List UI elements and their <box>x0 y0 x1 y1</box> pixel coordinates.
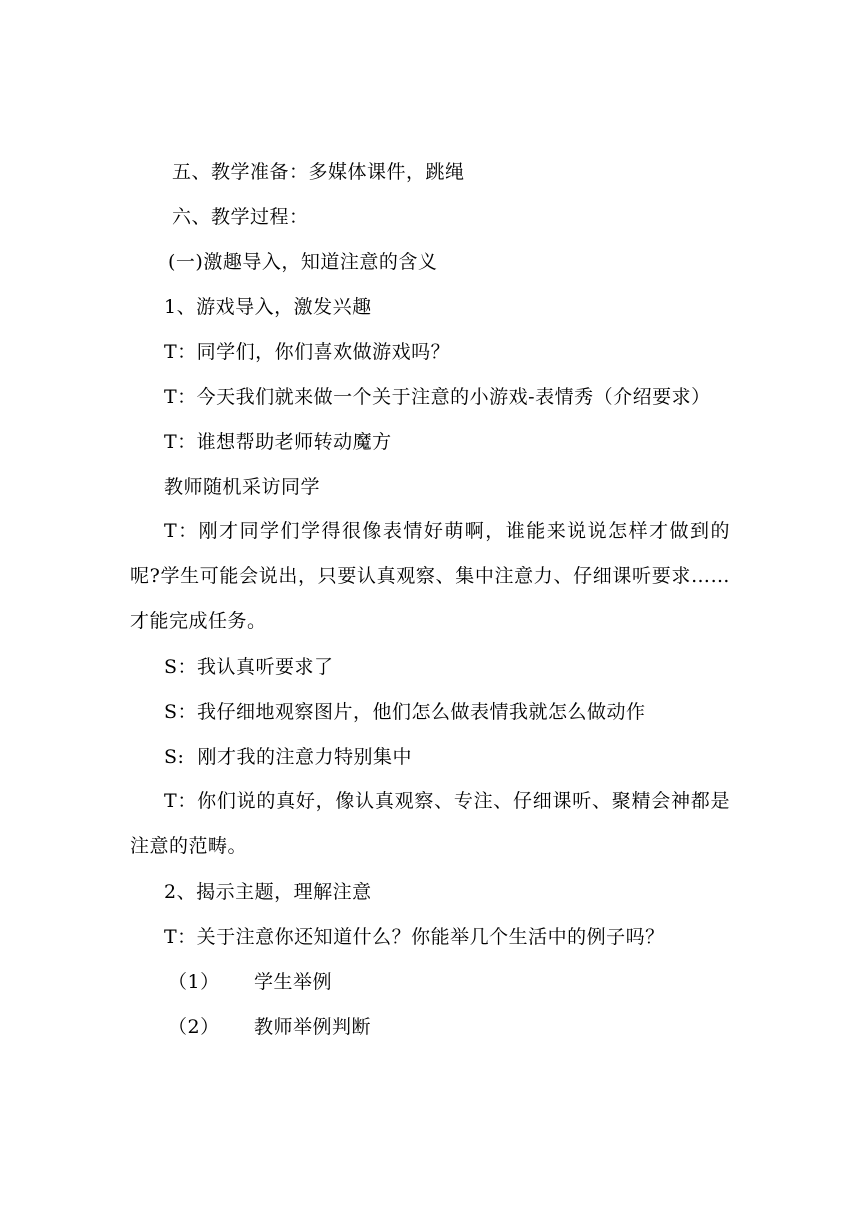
paragraph-note: 教师随机采访同学 <box>164 476 321 498</box>
paragraph-teacher-1: T：同学们，你们喜欢做游戏吗？ <box>164 341 451 363</box>
list-item-number: （1） <box>168 971 220 993</box>
paragraph-teacher-2: T：今天我们就来做一个关于注意的小游戏-表情秀（介绍要求） <box>164 386 711 408</box>
list-item <box>168 970 332 994</box>
step-heading-1: 1、游戏导入，激发兴趣 <box>164 296 372 318</box>
list-item-text: 学生举例 <box>254 971 333 993</box>
paragraph-student-3: S: 刚才我的注意力特别集中 <box>164 746 412 768</box>
section-heading-process: 六、教学过程： <box>172 206 309 228</box>
step-heading-2: 2、揭示主题，理解注意 <box>164 881 372 903</box>
paragraph-teacher-5: T：你们说的真好，像认真观察、专注、仔细课听、聚精会神都是注意的范畴。 <box>130 790 730 857</box>
paragraph-student-2: S：我仔细地观察图片，他们怎么做表情我就怎么做动作 <box>164 701 646 723</box>
paragraph-teacher-4: T：刚才同学们学得很像表情好萌啊，谁能来说说怎样才做到的呢?学生可能会说出，只要认真观察、集中注意力、仔细课听要求……才能完成任务。 <box>130 520 730 632</box>
paragraph-teacher-3: T：谁想帮助老师转动魔方 <box>164 431 392 453</box>
list-item <box>168 1015 371 1039</box>
paragraph-student-1: S：我认真听要求了 <box>164 656 334 678</box>
list-item-text: 教师举例判断 <box>254 1016 372 1038</box>
paragraph-teacher-6: T：关于注意你还知道什么？你能举几个生活中的例子吗？ <box>164 926 665 948</box>
list-item-number: （2） <box>168 1016 220 1038</box>
section-heading-preparation: 五、教学准备：多媒体课件，跳绳 <box>172 161 465 183</box>
subsection-heading: (一)激趣导入，知道注意的含义 <box>168 251 438 273</box>
